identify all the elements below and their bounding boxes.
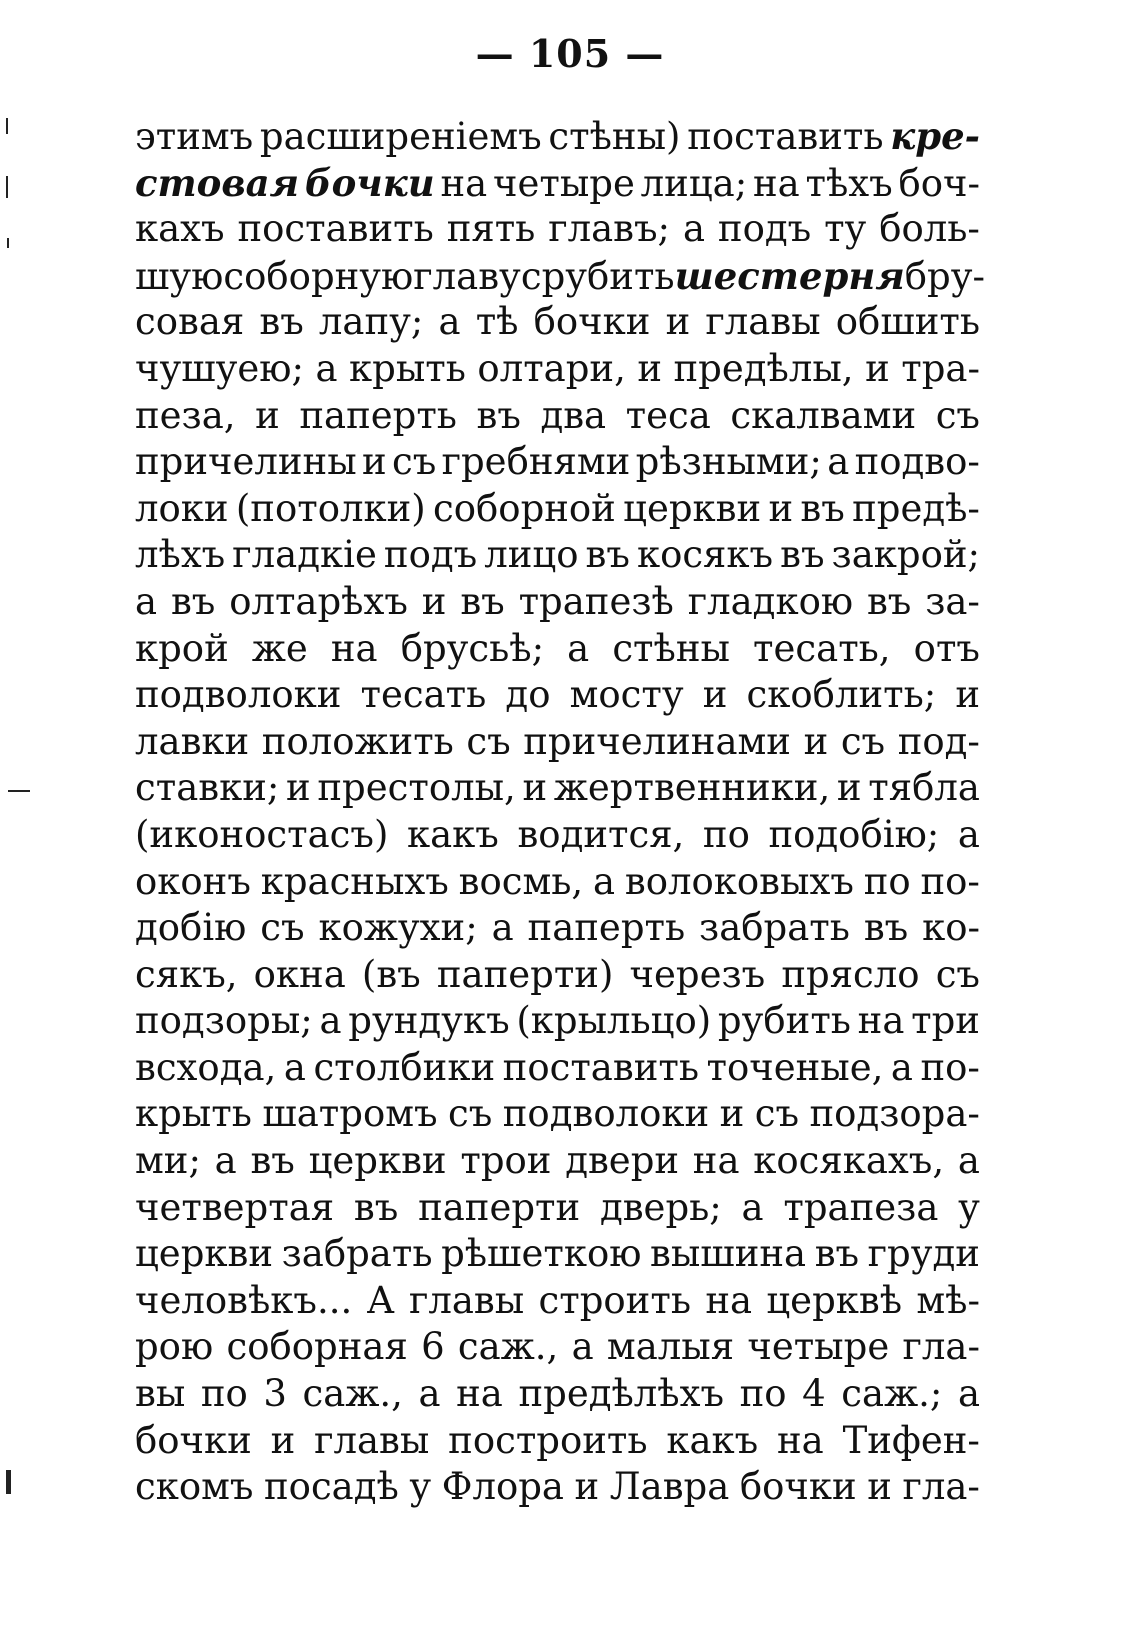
word: причелинами xyxy=(523,719,791,763)
word: а xyxy=(567,626,590,670)
word: поставить xyxy=(687,115,884,158)
word: кре- xyxy=(890,114,980,158)
text-line xyxy=(135,998,980,1045)
text-line xyxy=(135,579,980,626)
word: сякъ, xyxy=(135,952,238,996)
text-line xyxy=(135,626,980,673)
word: паперти xyxy=(418,1185,581,1229)
word: стѣны) xyxy=(548,115,681,158)
body-text xyxy=(135,113,986,1511)
word: съ xyxy=(260,906,305,950)
word: и xyxy=(361,440,387,484)
word: человѣкъ... xyxy=(135,1278,353,1322)
word: по- xyxy=(920,859,980,903)
word: по- xyxy=(920,1045,980,1089)
word: мосту xyxy=(569,673,684,717)
text-line xyxy=(135,1278,980,1325)
word: въ xyxy=(250,1139,295,1183)
word: съ xyxy=(840,719,886,763)
text-line xyxy=(135,1185,980,1232)
word: совая xyxy=(135,300,245,344)
word: подобію; xyxy=(768,812,940,856)
word: рундукъ xyxy=(348,999,510,1043)
text-line xyxy=(135,1138,980,1185)
word: а xyxy=(571,1325,594,1369)
word: главъ; xyxy=(548,207,671,251)
word: въ xyxy=(780,533,825,577)
word: главы xyxy=(408,1278,525,1322)
word: въ xyxy=(585,533,630,577)
word: восмь, xyxy=(458,859,584,903)
word: шатромъ xyxy=(262,1092,438,1136)
word: тесать xyxy=(360,673,487,717)
word: боч- xyxy=(898,161,980,205)
text-line xyxy=(135,1464,980,1511)
word: скомъ xyxy=(135,1465,254,1509)
word: теса xyxy=(625,393,711,437)
word: предѣлѣхъ xyxy=(518,1372,725,1416)
word: вы xyxy=(135,1372,186,1416)
word: въ xyxy=(259,300,304,344)
word: двери xyxy=(565,1139,680,1183)
word: по xyxy=(200,1372,248,1416)
text-line xyxy=(135,299,980,346)
word: пять xyxy=(446,207,536,251)
word: красныхъ xyxy=(260,859,449,903)
word: скоблить; xyxy=(746,673,937,717)
word: на xyxy=(330,626,378,670)
word: крыть xyxy=(349,346,466,390)
word: бочки xyxy=(304,160,435,205)
word: кожухи; xyxy=(318,906,478,950)
word: ставки; xyxy=(135,766,280,810)
word: а xyxy=(438,300,461,344)
word: а xyxy=(491,906,514,950)
word: съ xyxy=(935,393,980,437)
word: трои xyxy=(460,1139,552,1183)
word: 4 xyxy=(802,1372,826,1416)
word: мѣ- xyxy=(916,1278,980,1322)
word: брусьѣ; xyxy=(400,626,545,670)
word: окна xyxy=(253,952,346,996)
word: стовая xyxy=(135,160,300,205)
scan-mark xyxy=(6,1470,11,1494)
word: и xyxy=(865,346,890,390)
word: Флора xyxy=(441,1465,564,1509)
word: подзора- xyxy=(809,1092,980,1136)
word: а xyxy=(682,207,705,251)
word: на xyxy=(752,161,800,205)
word: лѣхъ xyxy=(135,533,226,577)
word: четвертая xyxy=(135,1185,335,1229)
text-line xyxy=(135,346,980,393)
word: подволоки xyxy=(135,673,342,717)
text-line xyxy=(135,113,980,160)
word: рѣшеткою xyxy=(441,1232,642,1276)
word: и xyxy=(803,719,829,763)
text-line xyxy=(135,859,980,906)
word: на xyxy=(456,1372,503,1416)
word: и xyxy=(867,1465,892,1509)
word: трапеза xyxy=(783,1185,939,1229)
word: расширеніемъ xyxy=(259,115,542,158)
word: въ xyxy=(866,579,912,623)
text-line xyxy=(135,1324,980,1371)
word: и xyxy=(522,766,548,810)
word: и xyxy=(637,346,663,390)
text-line xyxy=(135,719,980,766)
word: а xyxy=(283,1045,306,1089)
word: забрать xyxy=(699,906,850,950)
word: водится, xyxy=(517,812,685,856)
word: лапу; xyxy=(318,300,424,344)
word: косякъ xyxy=(636,533,774,577)
word: въ xyxy=(800,486,845,530)
text-line xyxy=(135,905,980,952)
word: съ xyxy=(392,440,437,484)
text-line xyxy=(135,253,986,300)
word: чушуею; xyxy=(135,346,304,390)
word: гладкою xyxy=(687,579,854,623)
word: локи xyxy=(135,486,229,530)
word: гребнями xyxy=(441,440,631,484)
word: престолы, xyxy=(317,766,516,810)
word: забрать xyxy=(281,1232,433,1276)
word: съ xyxy=(448,1092,493,1136)
word: церкви xyxy=(308,1139,447,1183)
word: строить xyxy=(538,1278,691,1322)
word: волоковыхъ xyxy=(624,859,854,903)
word: и xyxy=(719,1092,745,1136)
word: а xyxy=(135,579,158,623)
word: церкви xyxy=(135,1232,273,1276)
word: поставить xyxy=(237,207,434,251)
word: и xyxy=(286,766,311,810)
word: Тифен- xyxy=(842,1418,980,1462)
word: саж., xyxy=(457,1325,559,1369)
word: на xyxy=(857,999,905,1043)
word: лавки xyxy=(135,719,250,763)
word: прясло xyxy=(781,952,920,996)
word: съ xyxy=(466,719,511,763)
word: а xyxy=(890,1045,913,1089)
word: ко- xyxy=(922,906,980,950)
word: какъ xyxy=(407,812,499,856)
word: стѣны xyxy=(612,626,730,670)
word: малыя xyxy=(606,1325,735,1369)
word: въ xyxy=(814,1232,860,1276)
word: под- xyxy=(897,719,980,763)
word: по xyxy=(702,812,750,856)
word: и xyxy=(421,579,447,623)
text-line xyxy=(135,1045,980,1092)
word: гладкіе xyxy=(232,533,377,577)
word: бочки xyxy=(135,1418,252,1462)
scan-mark xyxy=(6,176,8,198)
word: скалвами xyxy=(730,393,917,437)
text-line xyxy=(135,1091,980,1138)
word: бочки xyxy=(533,300,651,344)
word: лица; xyxy=(640,161,748,205)
word: а xyxy=(741,1185,764,1229)
text-line xyxy=(135,532,980,579)
word: точеные, xyxy=(706,1045,884,1089)
word: церкви xyxy=(623,486,762,530)
text-line xyxy=(135,952,980,999)
word: (крыльцо) xyxy=(516,999,712,1043)
word: косякахъ, xyxy=(753,1139,945,1183)
word: три xyxy=(911,999,980,1043)
word: бочки xyxy=(739,1465,857,1509)
word: закрой; xyxy=(831,533,980,577)
word: главу xyxy=(413,254,521,298)
scan-mark xyxy=(8,790,30,792)
text-line xyxy=(135,672,980,719)
word: главы xyxy=(705,300,821,344)
word: у xyxy=(958,1185,980,1229)
word: 6 xyxy=(421,1325,445,1369)
word: предѣ- xyxy=(852,486,980,530)
word: паперть xyxy=(527,906,686,950)
word: тѣ xyxy=(475,300,519,344)
word: паперти) xyxy=(436,952,614,996)
word: съ xyxy=(935,952,980,996)
word: до xyxy=(505,673,551,717)
word: и xyxy=(836,766,862,810)
word: отъ xyxy=(913,626,980,670)
word: кахъ xyxy=(135,207,225,251)
word: и xyxy=(955,673,980,717)
word: рубить xyxy=(717,999,851,1043)
word: на xyxy=(705,1278,753,1322)
word: 3 xyxy=(263,1372,287,1416)
word: въ xyxy=(460,579,505,623)
word: въ xyxy=(170,579,216,623)
word: пеза, xyxy=(135,393,236,437)
word: четыре xyxy=(493,161,635,205)
word: лицо xyxy=(484,533,579,577)
word: подъ xyxy=(383,533,478,577)
word: черезъ xyxy=(629,952,766,996)
word: оконъ xyxy=(135,859,251,903)
word: крыть xyxy=(135,1092,252,1136)
word: жертвенники, xyxy=(553,766,831,810)
word: А xyxy=(366,1278,395,1322)
word: а xyxy=(319,999,342,1043)
word: крой xyxy=(135,626,229,670)
word: посадѣ xyxy=(264,1465,399,1509)
word: а xyxy=(827,440,850,484)
text-line xyxy=(135,1231,980,1278)
word: построить xyxy=(448,1418,648,1462)
word: предѣлы, xyxy=(673,346,854,390)
word: а xyxy=(214,1139,237,1183)
word: главы xyxy=(314,1418,430,1462)
word: съ xyxy=(754,1092,800,1136)
word: и xyxy=(665,300,691,344)
word: за- xyxy=(925,579,980,623)
word: положить xyxy=(261,719,454,763)
word: саж., xyxy=(302,1372,403,1416)
word: гла- xyxy=(902,1465,980,1509)
word: (потолки) xyxy=(235,486,426,530)
word: въ xyxy=(476,393,521,437)
word: обшить xyxy=(835,300,980,344)
word: олтари, xyxy=(477,346,626,390)
word: соборной xyxy=(433,486,616,530)
text-line xyxy=(135,206,980,253)
word: добію xyxy=(135,906,247,950)
word: боль- xyxy=(879,207,980,251)
text-line xyxy=(135,1418,980,1465)
word: шестерня xyxy=(674,253,905,298)
word: срубить xyxy=(520,254,675,298)
word: два xyxy=(540,393,607,437)
text-line xyxy=(135,160,980,207)
text-line xyxy=(135,765,980,812)
word: (въ xyxy=(361,952,421,996)
word: церквѣ xyxy=(766,1278,903,1322)
word: шую xyxy=(135,254,224,298)
word: какъ xyxy=(666,1418,759,1462)
word: гла- xyxy=(902,1325,980,1369)
word: и xyxy=(574,1465,600,1509)
word: на xyxy=(692,1139,740,1183)
word: у xyxy=(409,1465,432,1509)
word: вышина xyxy=(650,1232,807,1276)
word: и xyxy=(768,486,794,530)
word: подъ xyxy=(717,207,812,251)
word: Лавра xyxy=(609,1465,730,1509)
word: по xyxy=(739,1372,787,1416)
word: тѣхъ xyxy=(805,161,893,205)
scan-mark xyxy=(7,238,9,248)
word: же xyxy=(251,626,308,670)
word: подво- xyxy=(854,440,980,484)
word: ту xyxy=(824,207,867,251)
word: въ xyxy=(353,1185,399,1229)
word: а xyxy=(315,346,338,390)
word: рѣзными; xyxy=(635,440,822,484)
word: а xyxy=(957,1372,980,1416)
text-line xyxy=(135,393,980,440)
word: дверь; xyxy=(599,1185,722,1229)
word: подзоры; xyxy=(135,999,313,1043)
word: тябла xyxy=(868,766,980,810)
word: бру- xyxy=(904,254,986,298)
word: паперть xyxy=(299,393,457,437)
word: ми; xyxy=(135,1139,201,1183)
text-line xyxy=(135,439,980,486)
word: рою xyxy=(135,1325,214,1369)
word: причелины xyxy=(135,440,357,484)
word: по xyxy=(863,859,911,903)
text-line xyxy=(135,1371,980,1418)
word: соборную xyxy=(223,254,414,298)
word: саж.; xyxy=(841,1372,943,1416)
word: соборная xyxy=(226,1325,408,1369)
word: поставить xyxy=(502,1045,699,1089)
word: и xyxy=(255,393,280,437)
word: всхода, xyxy=(135,1045,277,1089)
text-line xyxy=(135,812,980,859)
page-number: — 105 — xyxy=(475,31,665,76)
text-line xyxy=(135,486,980,533)
word: а xyxy=(593,859,616,903)
word: а xyxy=(957,812,980,856)
word: этимъ xyxy=(135,115,254,158)
word: въ xyxy=(863,906,909,950)
word: и xyxy=(702,673,728,717)
word: на xyxy=(777,1418,824,1462)
word: четыре xyxy=(747,1325,890,1369)
word: и xyxy=(270,1418,296,1462)
word: груди xyxy=(867,1232,980,1276)
word: тесать, xyxy=(753,626,891,670)
word: столбики xyxy=(313,1045,496,1089)
word: трапезѣ xyxy=(518,579,674,623)
word: на xyxy=(440,161,488,205)
word: (иконостасъ) xyxy=(135,812,389,856)
word: олтарѣхъ xyxy=(229,579,408,623)
word: подволоки xyxy=(502,1092,710,1136)
word: а xyxy=(957,1139,980,1183)
word: а xyxy=(418,1372,441,1416)
scan-mark xyxy=(6,118,8,134)
word: тра- xyxy=(901,346,980,390)
